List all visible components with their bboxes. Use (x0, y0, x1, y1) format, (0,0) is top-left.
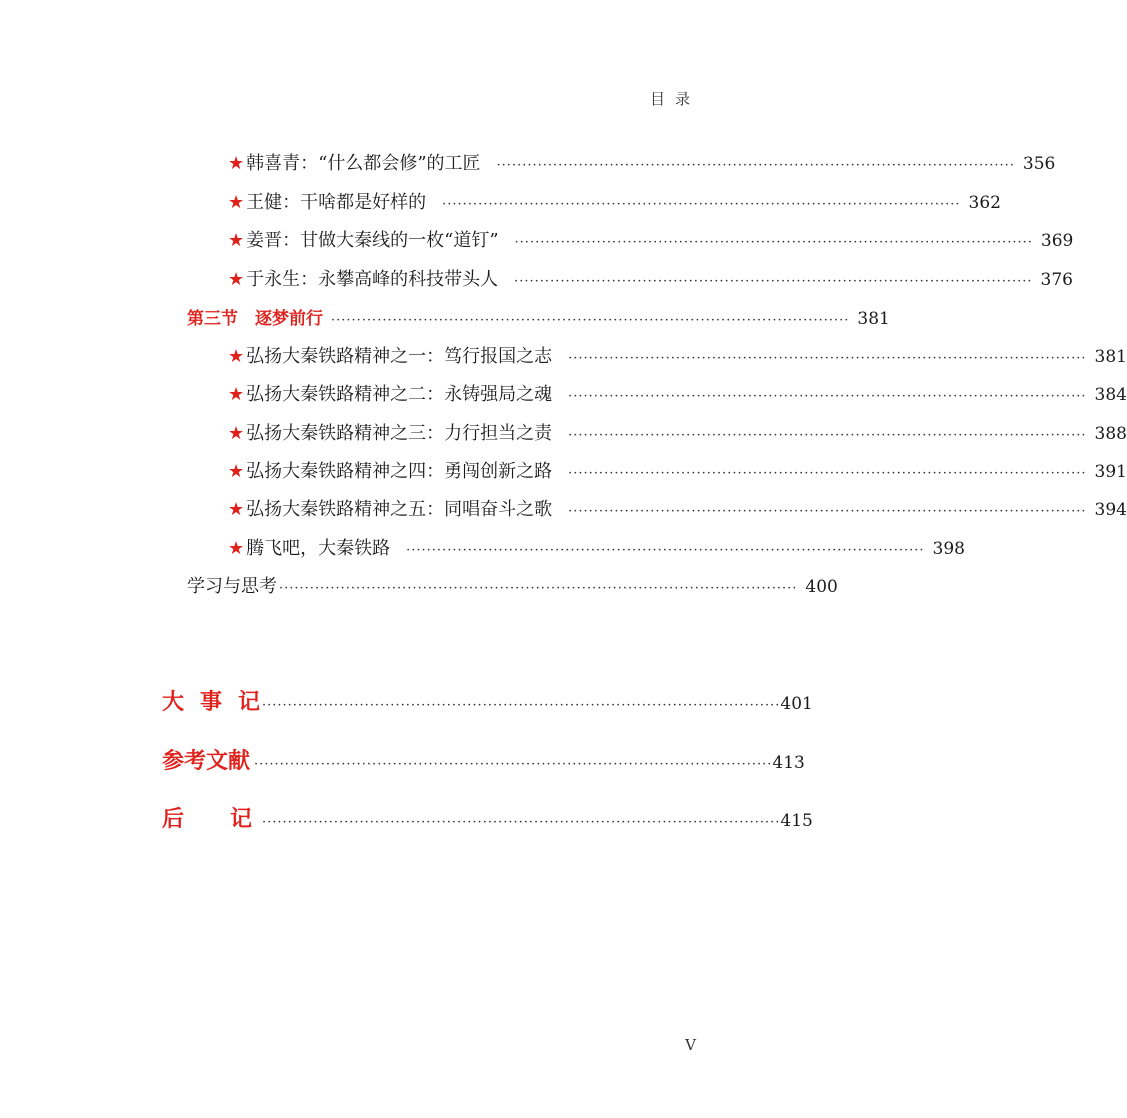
leader-dots: ····································································································· (568, 351, 1087, 366)
leader-dots: ····································································································· (568, 389, 1087, 404)
leader-dots: ····································································································· (279, 581, 798, 596)
entry-title: 弘扬大秦铁路精神之五：同唱奋斗之歌 (246, 499, 553, 520)
entry-title: 王健：干啥都是好样的 (246, 192, 427, 213)
page-number: 413 (772, 753, 805, 773)
toc-appendix-chronicle[interactable] (162, 690, 813, 718)
entry-title: 弘扬大秦铁路精神之四：勇闯创新之路 (246, 461, 553, 482)
page-number: 394 (1094, 500, 1127, 520)
section-title: 第三节 逐梦前行 (187, 309, 323, 329)
star-icon: ★ (228, 153, 245, 174)
leader-dots: ····································································································· (568, 428, 1087, 443)
page-number: 381 (857, 309, 890, 329)
toc-entry[interactable] (228, 537, 965, 563)
page-number: 369 (1040, 231, 1074, 251)
page-header: 目录 (649, 90, 700, 108)
entry-title: 弘扬大秦铁路精神之二：永铸强局之魂 (246, 384, 553, 405)
page-number: 388 (1094, 424, 1127, 444)
entry-title: 学习与思考 (187, 576, 277, 597)
toc-entry[interactable] (228, 345, 1127, 371)
star-icon: ★ (228, 538, 245, 559)
star-icon: ★ (228, 230, 245, 251)
star-icon: ★ (228, 423, 245, 444)
page-number: 362 (968, 193, 1001, 213)
entry-title: 腾飞吧，大秦铁路 (246, 538, 391, 559)
toc-entry[interactable] (228, 268, 1073, 294)
entry-title: 韩喜青：“什么都会修”的工匠 (246, 153, 481, 174)
page-number: 398 (932, 539, 965, 559)
toc-entry[interactable] (228, 498, 1127, 524)
appendix-title: 参考文献 (162, 749, 251, 774)
page-number: 356 (1022, 154, 1056, 174)
entry-title: 姜晋：甘做大秦线的一枚“道钉” (246, 230, 499, 251)
leader-dots: ····································································································· (406, 543, 925, 558)
star-icon: ★ (228, 269, 245, 290)
entry-title: 弘扬大秦铁路精神之三：力行担当之责 (246, 423, 553, 444)
leader-dots: ····································································································· (254, 757, 773, 772)
star-icon: ★ (228, 461, 245, 482)
toc-appendix-references[interactable] (162, 749, 805, 777)
star-icon: ★ (228, 192, 245, 213)
leader-dots: ····································································································· (514, 274, 1033, 289)
toc-study[interactable] (187, 575, 838, 601)
toc-entry[interactable] (228, 383, 1127, 409)
leader-dots: ····································································································· (262, 698, 781, 713)
page-number: 391 (1094, 462, 1127, 482)
page-number: 400 (805, 577, 838, 597)
page-number: 384 (1094, 385, 1127, 405)
folio-page-number: V (685, 1036, 696, 1054)
toc-entry[interactable] (228, 229, 1074, 255)
toc-appendix-afterword[interactable] (162, 807, 813, 835)
leader-dots: ····································································································· (514, 235, 1033, 250)
leader-dots: ····································································································· (331, 313, 850, 328)
page-number: 376 (1040, 270, 1073, 290)
toc-section[interactable] (187, 307, 890, 333)
star-icon: ★ (228, 499, 245, 520)
star-icon: ★ (228, 384, 245, 405)
page-number: 401 (780, 694, 813, 714)
toc-entry[interactable] (228, 422, 1127, 448)
leader-dots: ····································································································· (568, 466, 1087, 481)
leader-dots: ····································································································· (262, 815, 781, 830)
appendix-title: 大事记 (162, 690, 277, 715)
leader-dots: ····································································································· (568, 504, 1087, 519)
page-number: 415 (780, 811, 813, 831)
entry-title: 弘扬大秦铁路精神之一：笃行报国之志 (246, 346, 553, 367)
appendix-title: 后记 (162, 807, 299, 832)
toc-entry[interactable] (228, 152, 1056, 178)
leader-dots: ····································································································· (442, 197, 961, 212)
star-icon: ★ (228, 346, 245, 367)
toc-entry[interactable] (228, 191, 1001, 217)
toc-entry[interactable] (228, 460, 1127, 486)
page-number: 381 (1094, 347, 1127, 367)
entry-title: 于永生：永攀高峰的科技带头人 (246, 269, 499, 290)
leader-dots: ····································································································· (496, 158, 1015, 173)
